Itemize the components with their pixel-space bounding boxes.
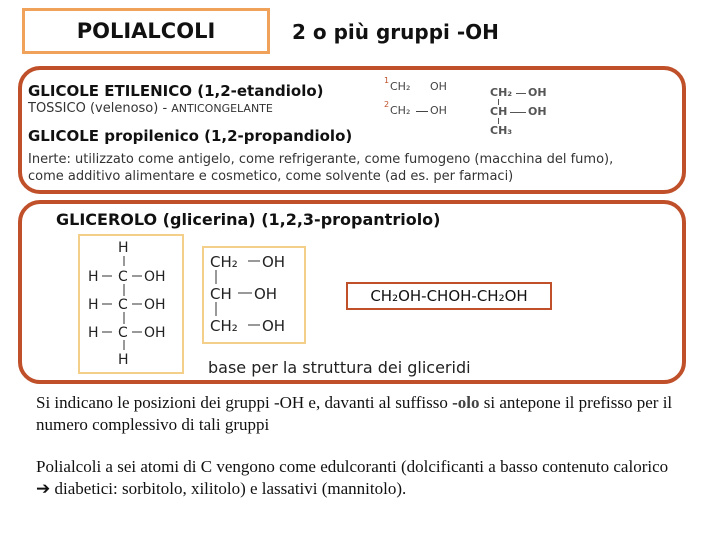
positions-paragraph <box>36 392 696 436</box>
hydroxyl-3: OH <box>144 325 166 341</box>
hydrogen-2: H <box>88 297 99 313</box>
carbon-number-2: 2 <box>384 100 390 109</box>
hydrogen-3: H <box>88 325 99 341</box>
hexitols-paragraph <box>36 456 676 500</box>
glicole-etilenico-note <box>28 101 273 116</box>
hydroxyl-2: OH <box>144 297 166 313</box>
glicole-propilenico-description: Inerte: utilizzato come antigelo, come refrigerante, come fumogeno (macchina del fumo), come additivo alimentare e cosmetico, come solvente (ad es. per farmaci) <box>28 152 614 184</box>
arrow-icon: ➔ <box>36 479 51 498</box>
ch2-group-1: CH₂ <box>210 253 238 271</box>
oh-group-1: OH <box>528 86 547 99</box>
glycerol-linear-formula: CH₂OH-CHOH-CH₂OH <box>370 287 528 305</box>
carbon-2: C <box>118 297 128 313</box>
page-subtitle: 2 o più gruppi -OH <box>292 20 499 44</box>
oh-group-1: OH <box>262 253 286 271</box>
bond-line <box>416 111 428 112</box>
carbon-number-1: 1 <box>384 76 390 85</box>
ch-group: CH <box>490 105 508 118</box>
ch2-group-2: CH₂ <box>390 104 411 117</box>
bond-line <box>516 93 526 94</box>
oh-group-3: OH <box>262 317 286 335</box>
ch-group: CH <box>210 285 232 303</box>
antifreeze-label: ANTICONGELANTE <box>171 102 273 115</box>
oh-group-1: OH <box>430 80 447 93</box>
glicole-propilenico-heading: GLICOLE propilenico (1,2-propandiolo) <box>28 127 353 145</box>
glicole-etilenico-heading: GLICOLE ETILENICO (1,2-etandiolo) <box>28 82 324 100</box>
carbon-3: C <box>118 325 128 341</box>
glicerolo-heading: GLICEROLO (glicerina) (1,2,3-propantriolo) <box>56 210 441 229</box>
oh-group-2: OH <box>430 104 447 117</box>
ch2-group: CH₂ <box>490 86 513 99</box>
propylene-glycol-formula <box>490 82 560 146</box>
page-title: POLIALCOLI <box>76 19 216 43</box>
ethylene-glycol-formula <box>382 76 472 122</box>
ch2-group-1: CH₂ <box>390 80 411 93</box>
glycerol-semistructural-formula <box>202 246 306 344</box>
glycerol-linear-formula-box <box>346 282 552 310</box>
toxic-label: TOSSICO (velenoso) - <box>28 101 172 116</box>
hydrogen-top: H <box>118 240 129 256</box>
oh-group-2: OH <box>254 285 278 303</box>
hexitols-text-start: Polialcoli a sei atomi di C vengono come edulcoranti (dolcificanti a basso contenuto calorico <box>36 457 669 476</box>
glycerol-structural-formula <box>78 234 184 374</box>
hydrogen-bottom: H <box>118 352 129 368</box>
ch3-group: CH₃ <box>490 124 513 137</box>
bond-line <box>510 112 526 113</box>
positions-text-end: si antepone il prefisso per il numero complessivo di tali gruppi <box>36 393 673 434</box>
suffix-olo: olo <box>457 393 480 412</box>
hydrogen-1: H <box>88 269 99 285</box>
title-box <box>22 8 270 54</box>
hydroxyl-1: OH <box>144 269 166 285</box>
ch2-group-2: CH₂ <box>210 317 238 335</box>
positions-text-start: Si indicano le posizioni dei gruppi -OH e, davanti al suffisso - <box>36 393 458 412</box>
glycerol-caption: base per la struttura dei gliceridi <box>208 358 471 377</box>
carbon-1: C <box>118 269 128 285</box>
oh-group-2: OH <box>528 105 547 118</box>
hexitols-text-end: diabetici: sorbitolo, xilitolo) e lassativi (mannitolo). <box>50 479 407 498</box>
